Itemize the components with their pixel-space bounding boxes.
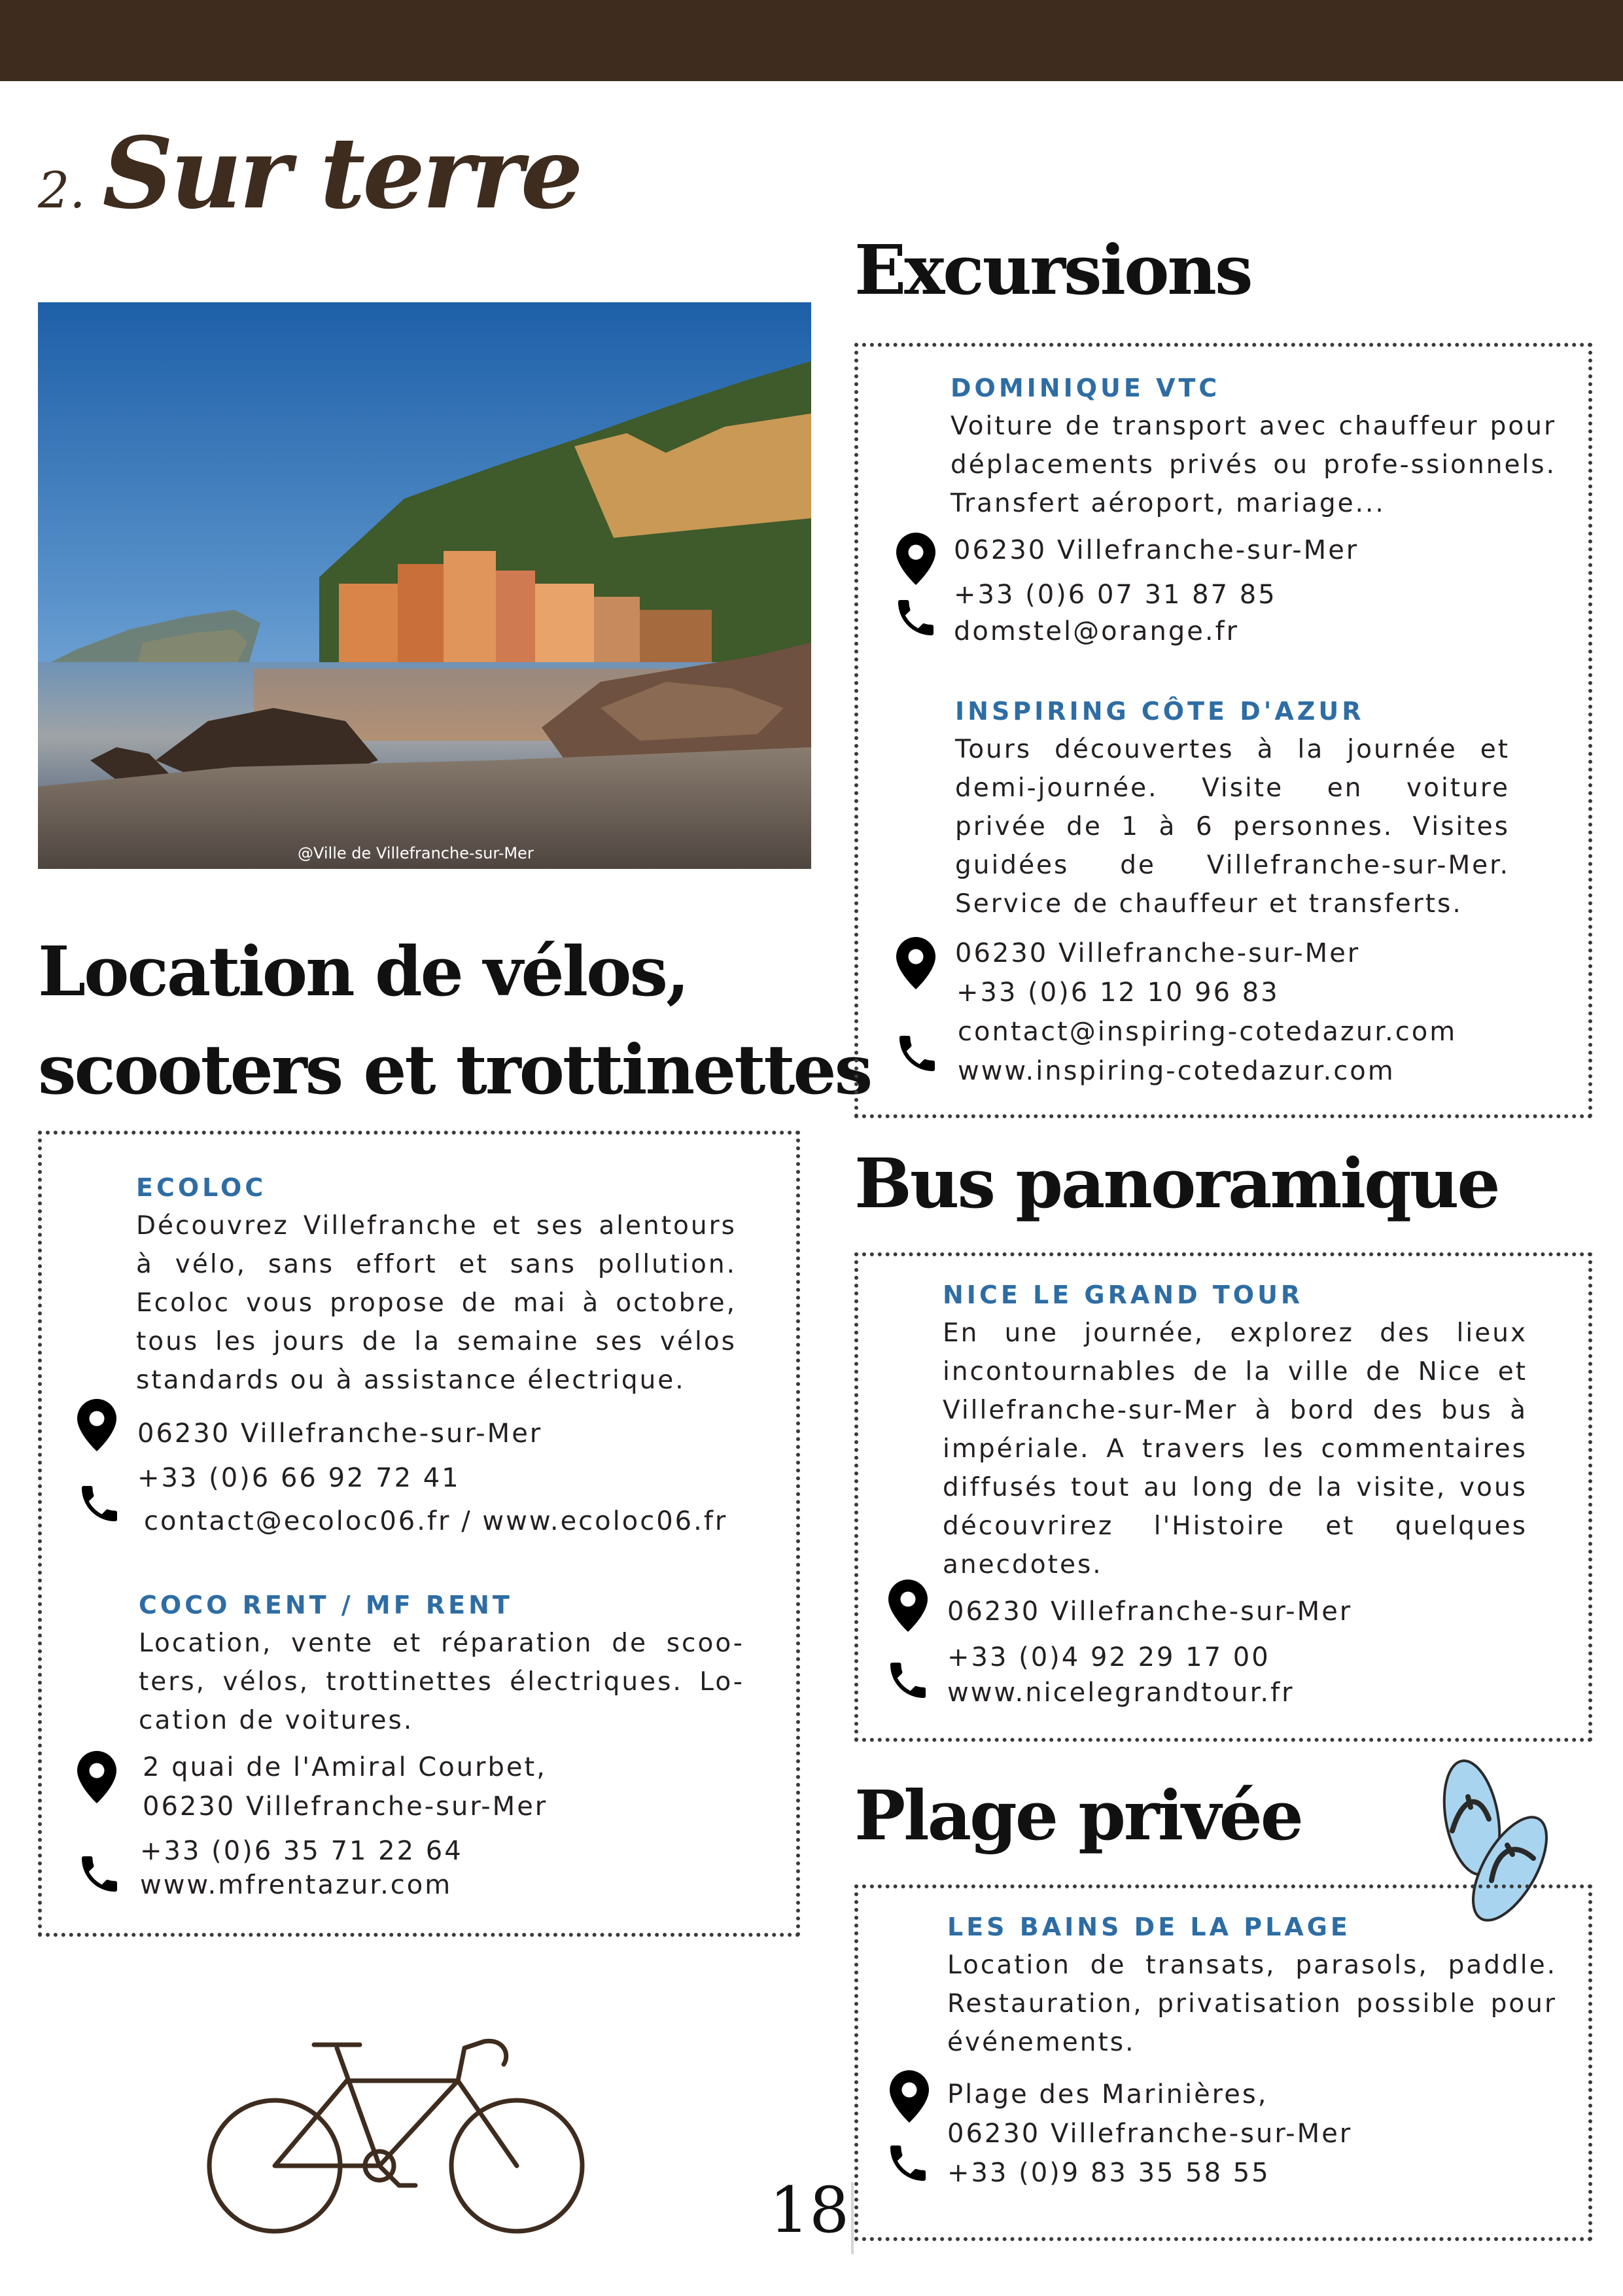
top-bar bbox=[0, 0, 1623, 81]
cocorent-phone: +33 (0)6 35 71 22 64 bbox=[140, 1836, 463, 1866]
heading-location-line1: Location de vélos, bbox=[38, 931, 688, 1012]
entry-description: Tours découvertes à la journée et demi-journée. Visite en voiture privée de 1 à 6 personnes. Visites guidées de Villefranche-sur-Mer. Service de chauffeur et transferts. bbox=[955, 735, 1510, 919]
cocorent-address-line2: 06230 Villefranche-sur-Mer bbox=[143, 1792, 548, 1822]
inspiring-address: 06230 Villefranche-sur-Mer bbox=[955, 938, 1361, 968]
phone-icon bbox=[884, 2140, 932, 2187]
nice-web: www.nicelegrandtour.fr bbox=[947, 1678, 1295, 1708]
inspiring-web: www.inspiring-cotedazur.com bbox=[958, 1056, 1395, 1086]
entry-les-bains-de-la-plage bbox=[947, 1912, 1557, 2062]
bains-address-line1: Plage des Marinières, bbox=[947, 2079, 1268, 2110]
heading-bus-panoramique: Bus panoramique bbox=[854, 1143, 1499, 1224]
inspiring-phone: +33 (0)6 12 10 96 83 bbox=[956, 978, 1280, 1008]
entry-description: En une journée, explorez des lieux incontournables de la ville de Nice et Villefranche-sur-Mer à bord des bus à impériale. A travers les commentaires diffusés tout au long de la visite, vous découvrirez l'Histoire et quelques anecdotes. bbox=[943, 1318, 1527, 1580]
bains-phone: +33 (0)9 83 35 58 55 bbox=[947, 2158, 1270, 2188]
entry-name: ECOLOC bbox=[136, 1173, 267, 1202]
location-pin-icon bbox=[896, 533, 935, 585]
entry-inspiring-cote-azur bbox=[955, 696, 1510, 923]
entry-name: NICE LE GRAND TOUR bbox=[943, 1280, 1304, 1309]
entry-dominique-vtc bbox=[951, 373, 1556, 523]
phone-icon bbox=[76, 1480, 123, 1527]
location-pin-icon bbox=[77, 1399, 116, 1451]
phone-icon bbox=[884, 1657, 932, 1704]
location-pin-icon bbox=[77, 1751, 116, 1803]
dominique-email: domstel@orange.fr bbox=[954, 616, 1240, 646]
cocorent-address-line1: 2 quai de l'Amiral Courbet, bbox=[143, 1752, 547, 1782]
entry-name: COCO RENT / MF RENT bbox=[139, 1591, 513, 1619]
ecoloc-phone: +33 (0)6 66 92 72 41 bbox=[137, 1463, 461, 1493]
section-number: 2. bbox=[38, 161, 86, 219]
entry-name: LES BAINS DE LA PLAGE bbox=[947, 1913, 1351, 1941]
section-title-text: Sur terre bbox=[102, 116, 581, 231]
bains-address-line2: 06230 Villefranche-sur-Mer bbox=[947, 2119, 1353, 2149]
entry-description: Location de transats, parasols, paddle. Restauration, privatisation possible pour événements. bbox=[947, 1951, 1557, 2057]
dominique-address: 06230 Villefranche-sur-Mer bbox=[954, 535, 1359, 565]
location-pin-icon bbox=[888, 1580, 928, 1632]
entry-description: Location, vente et réparation de scoo-ters, vélos, trottinettes électriques. Lo-cation de voitures. bbox=[139, 1629, 744, 1735]
phone-icon bbox=[76, 1850, 123, 1898]
bicycle-icon bbox=[196, 2009, 615, 2244]
entry-name: INSPIRING CÔTE D'AZUR bbox=[955, 697, 1365, 726]
location-pin-icon bbox=[890, 2070, 929, 2123]
dominique-phone: +33 (0)6 07 31 87 85 bbox=[954, 580, 1277, 610]
cocorent-web: www.mfrentazur.com bbox=[140, 1870, 453, 1900]
phone-icon bbox=[894, 1030, 941, 1077]
section-title bbox=[38, 116, 581, 231]
page-number: 18 bbox=[769, 2174, 850, 2247]
heading-excursions: Excursions bbox=[854, 230, 1251, 310]
entry-nice-le-grand-tour bbox=[943, 1280, 1527, 1584]
ecoloc-address: 06230 Villefranche-sur-Mer bbox=[137, 1419, 543, 1449]
inspiring-email: contact@inspiring-cotedazur.com bbox=[958, 1017, 1457, 1047]
entry-description: Voiture de transport avec chauffeur pour déplacements privés ou profe-ssionnels. Transfert aéroport, mariage... bbox=[951, 412, 1556, 518]
phone-icon bbox=[892, 594, 939, 641]
nice-phone: +33 (0)4 92 29 17 00 bbox=[947, 1642, 1270, 1672]
entry-description: Découvrez Villefranche et ses alentours à vélo, sans effort et sans pollution. Ecoloc vous propose de mai à octobre, tous les jours de la semaine ses vélos standards ou à assistance électrique. bbox=[136, 1211, 737, 1395]
photo-credit: @Ville de Villefranche-sur-Mer bbox=[298, 844, 534, 862]
villefranche-photo bbox=[38, 302, 811, 869]
location-pin-icon bbox=[896, 937, 935, 989]
heading-plage-privee: Plage privée bbox=[854, 1775, 1302, 1856]
entry-name: DOMINIQUE VTC bbox=[951, 374, 1221, 402]
entry-cocorent bbox=[139, 1590, 744, 1740]
ecoloc-contact: contact@ecoloc06.fr / www.ecoloc06.fr bbox=[144, 1506, 728, 1536]
entry-ecoloc bbox=[136, 1173, 737, 1400]
nice-address: 06230 Villefranche-sur-Mer bbox=[947, 1597, 1353, 1627]
divider bbox=[851, 2182, 854, 2254]
heading-location-line2: scooters et trottinettes bbox=[38, 1029, 871, 1110]
